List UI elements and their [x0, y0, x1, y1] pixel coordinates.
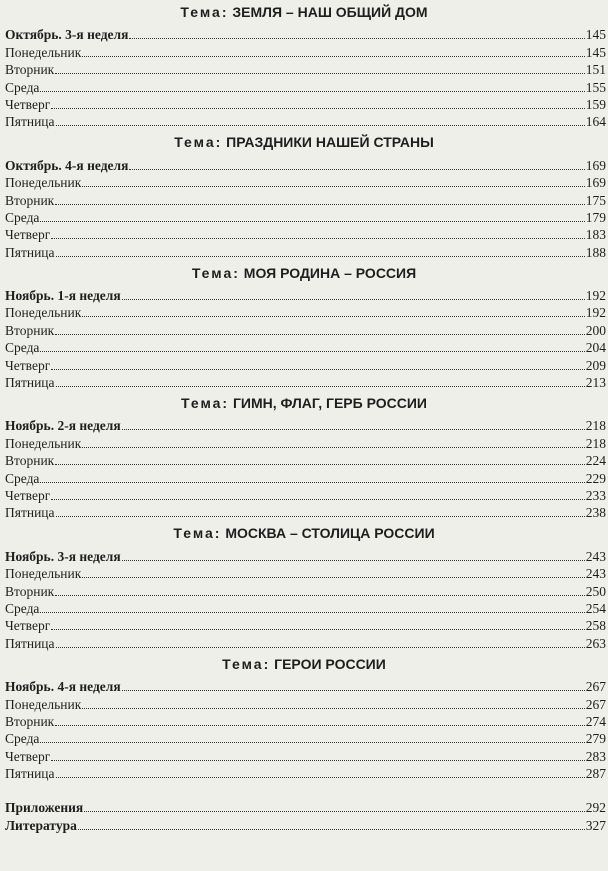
entry-label: Среда: [5, 79, 40, 95]
section-theme-heading: [0, 261, 608, 282]
toc-entry-day[interactable]: [0, 765, 608, 782]
toc-entry-day[interactable]: [0, 504, 608, 521]
entry-label: Литература: [5, 817, 77, 833]
entry-label: Ноябрь. 2-я неделя: [5, 418, 121, 434]
theme-title: МОСКВА – СТОЛИЦА РОССИИ: [225, 525, 435, 542]
spacer: [0, 782, 608, 799]
theme-prefix: Тема:: [174, 134, 223, 151]
entry-label: Вторник: [5, 713, 55, 729]
toc-entry-day[interactable]: [0, 600, 608, 617]
leader-dots: [56, 646, 585, 648]
entry-label: Пятница: [5, 635, 55, 651]
leader-dots: [51, 628, 585, 630]
toc-entry-week[interactable]: [0, 156, 608, 173]
toc-entry-day[interactable]: [0, 617, 608, 634]
entry-label: Вторник: [5, 322, 55, 338]
toc-entry-day[interactable]: [0, 226, 608, 243]
entry-page: 229: [585, 470, 606, 486]
leader-dots: [56, 124, 585, 126]
leader-dots: [82, 446, 584, 448]
theme-prefix: Тема:: [191, 264, 240, 281]
entry-label: Среда: [5, 340, 40, 356]
entry-page: 175: [585, 192, 606, 208]
entry-page: 151: [585, 62, 606, 78]
leader-dots: [55, 203, 585, 205]
entry-label: Ноябрь. 4-я неделя: [5, 679, 121, 695]
leader-dots: [82, 185, 584, 187]
toc-entry-day[interactable]: [0, 713, 608, 730]
theme-title: МОЯ РОДИНА – РОССИЯ: [243, 264, 417, 281]
toc-entry-day[interactable]: [0, 469, 608, 486]
entry-label: Октябрь. 4-я неделя: [5, 157, 129, 173]
toc-entry-week[interactable]: [0, 417, 608, 434]
entry-label: Пятница: [5, 114, 55, 130]
leader-dots: [82, 55, 584, 57]
leader-dots: [51, 107, 585, 109]
entry-page: 267: [585, 696, 606, 712]
entry-label: Среда: [5, 600, 40, 616]
theme-prefix: Тема:: [222, 655, 271, 672]
entry-page: 283: [585, 748, 606, 764]
entry-label: Среда: [5, 209, 40, 225]
entry-label: Приложения: [5, 800, 84, 816]
leader-dots: [51, 368, 585, 370]
entry-label: Понедельник: [5, 566, 82, 582]
toc-section: [0, 391, 608, 521]
entry-page: 292: [585, 800, 606, 816]
entry-page: 188: [585, 244, 606, 260]
entry-page: 169: [585, 175, 606, 191]
toc-entry-day[interactable]: [0, 487, 608, 504]
entry-page: 218: [585, 418, 606, 434]
entry-label: Вторник: [5, 453, 55, 469]
leader-dots: [55, 724, 585, 726]
toc-entry-day[interactable]: [0, 374, 608, 391]
entry-label: Понедельник: [5, 435, 82, 451]
toc-entry-day[interactable]: [0, 174, 608, 191]
entry-page: 238: [585, 505, 606, 521]
leader-dots: [55, 463, 585, 465]
entry-label: Пятница: [5, 375, 55, 391]
entry-label: Вторник: [5, 583, 55, 599]
toc-entry-day[interactable]: [0, 61, 608, 78]
entry-label: Четверг: [5, 618, 51, 634]
entry-page: 213: [585, 375, 606, 391]
entry-page: 179: [585, 209, 606, 225]
toc-entry-day[interactable]: [0, 356, 608, 373]
entry-page: 164: [585, 114, 606, 130]
entry-page: 250: [585, 583, 606, 599]
entry-label: Октябрь. 3-я неделя: [5, 27, 129, 43]
leader-dots: [40, 741, 584, 743]
entry-page: 169: [585, 157, 606, 173]
section-theme-heading: [0, 130, 608, 151]
entry-page: 274: [585, 713, 606, 729]
entry-label: Среда: [5, 470, 40, 486]
toc-entry-day[interactable]: [0, 321, 608, 338]
entry-label: Пятница: [5, 244, 55, 260]
leader-dots: [129, 168, 584, 170]
section-theme-heading: [0, 652, 608, 673]
leader-dots: [40, 481, 584, 483]
entry-page: 258: [585, 618, 606, 634]
leader-dots: [51, 237, 585, 239]
toc-entry-day[interactable]: [0, 634, 608, 651]
toc-entry-day[interactable]: [0, 730, 608, 747]
theme-title: ГИМН, ФЛАГ, ГЕРБ РОССИИ: [232, 395, 427, 412]
leader-dots: [122, 298, 585, 300]
entry-label: Понедельник: [5, 696, 82, 712]
entry-label: Среда: [5, 731, 40, 747]
theme-title: ЗЕМЛЯ – НАШ ОБЩИЙ ДОМ: [232, 4, 428, 20]
entry-label: Вторник: [5, 192, 55, 208]
toc-entry-day[interactable]: [0, 43, 608, 60]
entry-page: 263: [585, 635, 606, 651]
entry-page: 155: [585, 79, 606, 95]
entry-page: 243: [585, 548, 606, 564]
toc-entry-week[interactable]: [0, 547, 608, 564]
toc-entry-day[interactable]: [0, 339, 608, 356]
leader-dots: [56, 385, 585, 387]
entry-label: Понедельник: [5, 305, 82, 321]
toc-entry-appendix[interactable]: [0, 799, 608, 816]
entry-label: Четверг: [5, 357, 51, 373]
toc-section: [0, 652, 608, 782]
toc-entry-day[interactable]: [0, 113, 608, 130]
entry-label: Четверг: [5, 748, 51, 764]
leader-dots: [82, 576, 584, 578]
entry-page: 233: [585, 487, 606, 503]
toc-entry-day[interactable]: [0, 96, 608, 113]
entry-label: Ноябрь. 1-я неделя: [5, 288, 121, 304]
entry-page: 145: [585, 27, 606, 43]
entry-page: 159: [585, 96, 606, 112]
leader-dots: [84, 810, 585, 812]
toc-entry-day[interactable]: [0, 191, 608, 208]
leader-dots: [40, 611, 584, 613]
leader-dots: [56, 776, 585, 778]
leader-dots: [82, 707, 584, 709]
leader-dots: [55, 72, 585, 74]
theme-prefix: Тема:: [181, 395, 230, 412]
entry-page: 279: [585, 731, 606, 747]
theme-title: ПРАЗДНИКИ НАШЕЙ СТРАНЫ: [226, 134, 434, 151]
toc-section: [0, 0, 608, 130]
leader-dots: [56, 515, 585, 517]
entry-page: 218: [585, 435, 606, 451]
entry-page: 200: [585, 322, 606, 338]
section-theme-heading: [0, 521, 608, 542]
leader-dots: [78, 828, 585, 830]
entry-page: 267: [585, 679, 606, 695]
entry-page: 224: [585, 453, 606, 469]
toc-entry-day[interactable]: [0, 565, 608, 582]
leader-dots: [56, 255, 585, 257]
entry-page: 145: [585, 44, 606, 60]
entry-page: 192: [585, 288, 606, 304]
toc-entry-literature[interactable]: [0, 816, 608, 833]
leader-dots: [122, 689, 585, 691]
entry-page: 209: [585, 357, 606, 373]
toc-appendix: [0, 799, 608, 834]
toc-entry-day[interactable]: [0, 243, 608, 260]
theme-prefix: Тема:: [180, 4, 229, 20]
entry-label: Четверг: [5, 487, 51, 503]
leader-dots: [40, 220, 584, 222]
leader-dots: [122, 559, 585, 561]
toc-entry-day[interactable]: [0, 304, 608, 321]
section-theme-heading: [0, 0, 608, 21]
toc-section: [0, 130, 608, 260]
leader-dots: [129, 37, 584, 39]
toc-section: [0, 261, 608, 391]
leader-dots: [122, 428, 585, 430]
entry-label: Ноябрь. 3-я неделя: [5, 548, 121, 564]
toc-entry-week[interactable]: [0, 26, 608, 43]
leader-dots: [82, 315, 584, 317]
entry-label: Четверг: [5, 227, 51, 243]
entry-label: Пятница: [5, 766, 55, 782]
entry-label: Понедельник: [5, 44, 82, 60]
toc-entry-day[interactable]: [0, 434, 608, 451]
leader-dots: [51, 498, 585, 500]
leader-dots: [51, 759, 585, 761]
theme-title: ГЕРОИ РОССИИ: [274, 655, 386, 672]
leader-dots: [55, 594, 585, 596]
leader-dots: [40, 350, 584, 352]
toc-entry-day[interactable]: [0, 695, 608, 712]
toc-entry-day[interactable]: [0, 452, 608, 469]
leader-dots: [40, 90, 584, 92]
toc-section: [0, 521, 608, 651]
entry-page: 287: [585, 766, 606, 782]
leader-dots: [55, 333, 585, 335]
entry-page: 327: [585, 817, 606, 833]
entry-page: 243: [585, 566, 606, 582]
entry-page: 204: [585, 340, 606, 356]
entry-label: Четверг: [5, 96, 51, 112]
toc-entry-day[interactable]: [0, 582, 608, 599]
toc-entry-week[interactable]: [0, 287, 608, 304]
entry-page: 192: [585, 305, 606, 321]
toc-entry-week[interactable]: [0, 678, 608, 695]
entry-label: Понедельник: [5, 175, 82, 191]
section-theme-heading: [0, 391, 608, 412]
toc-entry-day[interactable]: [0, 747, 608, 764]
entry-label: Пятница: [5, 505, 55, 521]
entry-page: 183: [585, 227, 606, 243]
toc-entry-day[interactable]: [0, 209, 608, 226]
toc-entry-day[interactable]: [0, 78, 608, 95]
entry-page: 254: [585, 600, 606, 616]
theme-prefix: Тема:: [173, 525, 222, 542]
entry-label: Вторник: [5, 62, 55, 78]
